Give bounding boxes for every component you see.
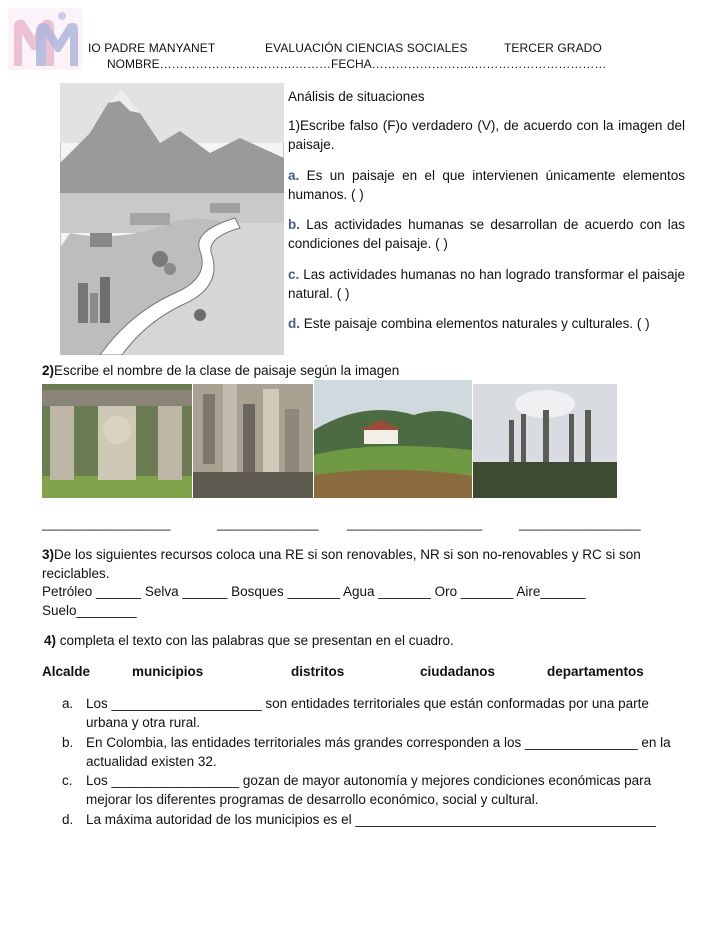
label-b: b. (288, 217, 300, 232)
blank-photo-2[interactable]: _______________ (217, 516, 318, 531)
question-b (288, 215, 685, 253)
text-a: Es un paisaje en el que intervienen únicamente elementos humanos. ( ) (288, 168, 685, 202)
text-d: Este paisaje combina elementos naturales y culturales. ( ) (300, 316, 650, 331)
completion-item-a (62, 694, 692, 734)
item-marker-b: b. (62, 735, 74, 750)
text-c: Las actividades humanas no han logrado transformar el paisaje natural. ( ) (288, 267, 685, 301)
photo-city (193, 384, 313, 498)
section2-number: 2) (42, 363, 55, 378)
blank-photo-3[interactable]: ____________________ (347, 516, 482, 531)
grade-label: TERCER GRADO (504, 41, 602, 55)
word-departamentos: departamentos (547, 664, 644, 679)
word-distritos: distritos (291, 664, 345, 679)
blank-photo-4[interactable]: __________________ (519, 516, 641, 531)
section4-text: completa el texto con las palabras que se presentan en el cuadro. (56, 633, 454, 648)
resources-line-2[interactable]: Suelo________ (42, 603, 137, 618)
item-text-a[interactable]: Los ____________________ son entidades territoriales que están conformadas por una parte urbana y otra rural. (86, 696, 649, 730)
item-marker-a: a. (62, 696, 74, 711)
section1-title: Análisis de situaciones (288, 89, 425, 104)
school-logo (6, 6, 84, 72)
word-alcalde: Alcalde (42, 664, 91, 679)
section2-text: Escribe el nombre de la clase de paisaje según la imagen (54, 363, 400, 378)
label-a: a. (288, 168, 300, 183)
photo-industry (473, 384, 617, 498)
section1-instruction: 1)Escribe falso (F)o verdadero (V), de acuerdo con la imagen del paisaje. (288, 118, 685, 152)
label-c: c. (288, 267, 300, 282)
resources-line-1[interactable]: Petróleo ______ Selva ______ Bosques _______ Agua _______ Oro _______ Aire______ (42, 584, 586, 599)
completion-item-b (62, 733, 692, 773)
word-ciudadanos: ciudadanos (420, 664, 496, 679)
question-c (288, 265, 685, 303)
section2-heading (42, 363, 399, 378)
label-d: d. (288, 316, 300, 331)
photo-stone-statues (42, 384, 192, 498)
section3-text: De los siguientes recursos coloca una RE si son renovables, NR si son no-renovables y RC si son reciclables. (42, 547, 641, 581)
completion-item-d (62, 810, 692, 830)
school-name: IO PADRE MANYANET (88, 41, 216, 55)
blank-photo-1[interactable]: ___________________ (42, 516, 170, 531)
item-marker-c: c. (62, 773, 73, 788)
section3-heading (42, 545, 690, 583)
item-text-d[interactable]: La máxima autoridad de los municipios es el ________________________________________ (86, 812, 656, 827)
question-a (288, 166, 685, 204)
section4-number: 4) (44, 633, 57, 648)
item-marker-d: d. (62, 812, 74, 827)
name-date-line: NOMBRE…………………………….………FECHA……………………..…………………………… (107, 57, 607, 71)
question-d (288, 314, 685, 333)
section3-number: 3) (42, 547, 55, 562)
item-text-c[interactable]: Los _________________ gozan de mayor autonomía y mejores condiciones económicas para mejorar los diferentes programas de desarrollo económico, social y cultural. (86, 773, 652, 807)
exam-title: EVALUACIÓN CIENCIAS SOCIALES (265, 41, 468, 55)
text-b: Las actividades humanas se desarrollan de acuerdo con las condiciones del paisaje. ( ) (288, 217, 685, 251)
photo-rural-house (314, 380, 472, 498)
word-municipios: municipios (132, 664, 204, 679)
landscape-illustration (60, 83, 284, 355)
completion-item-c (62, 771, 692, 811)
item-text-b[interactable]: En Colombia, las entidades territoriales más grandes corresponden a los _______________ en la actualidad existen 32. (86, 735, 671, 769)
section4-heading (44, 633, 454, 648)
